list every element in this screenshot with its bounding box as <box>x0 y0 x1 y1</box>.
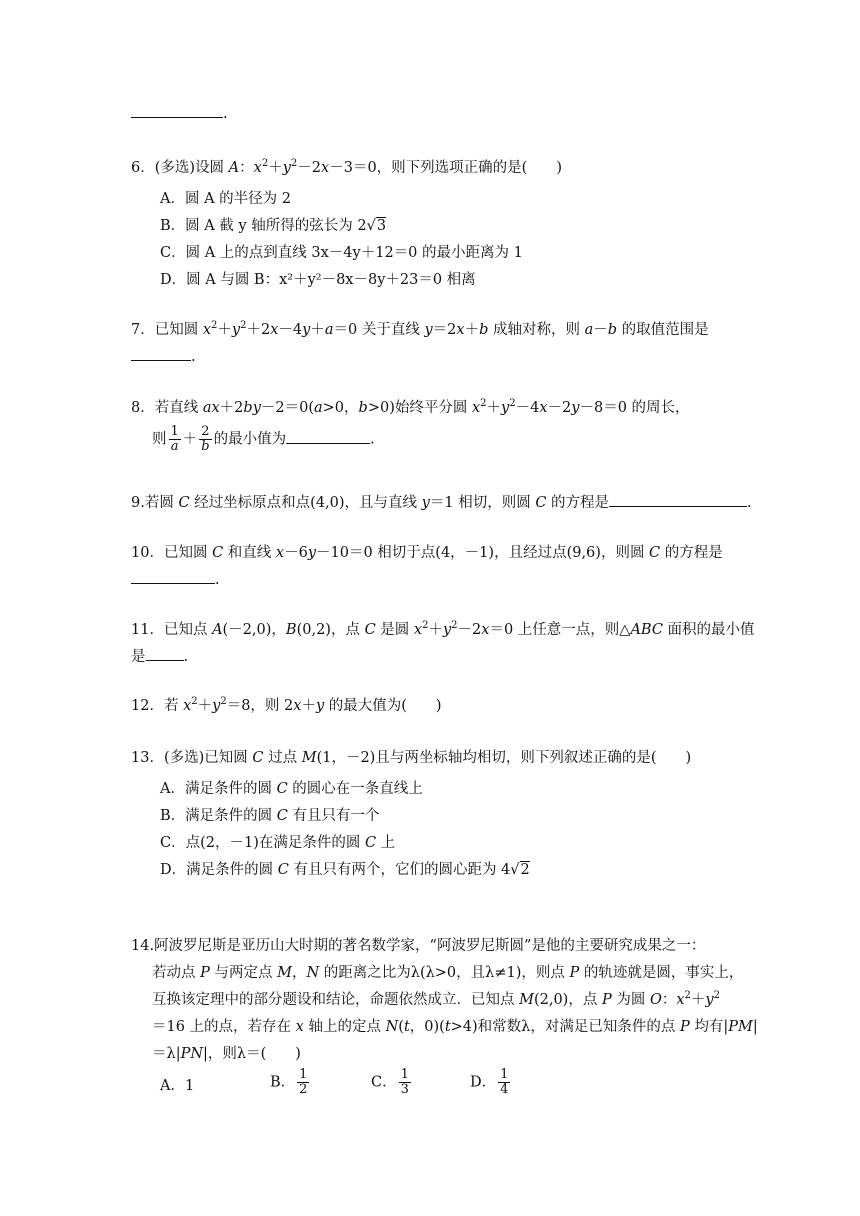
question-11-answer: 是 . <box>131 649 189 665</box>
fraction-2-over-b: $\frac{2}{b}$ <box>201 424 210 454</box>
answer-blank-top: . <box>131 104 228 124</box>
q13-option-c: C．点(2，－1)在满足条件的圆 C 上 <box>160 835 396 851</box>
fraction-1-over-a: $\frac{1}{a}$ <box>170 424 179 454</box>
question-14-line4: ＝16 上的点，若存在 x 轴上的定点 N(t，0)(t>4)和常数λ，对满足已知条件的点 P 均有|PM| <box>152 1019 758 1035</box>
question-7-answer: . <box>131 347 196 367</box>
q6-option-a: A．圆 A 的半径为 2 <box>160 191 291 207</box>
question-8-line2: 则 $\frac{1}{a}$ ＋ $\frac{2}{b}$ 的最小值为 . <box>152 424 375 454</box>
question-11: 11．已知点 A(－2,0)，B(0,2)，点 C 是圆 $x^2+y^2-2x=0$ 上任意一点，则△ABC 面积的最小值 <box>131 620 755 638</box>
q14-option-c: C． $\frac{1}{3}$ <box>371 1067 409 1097</box>
question-7: 7．已知圆 $x^2+y^2+2x-4y+a=0$ 关于直线 y＝2x＋b 成轴对称，则 a－b 的取值范围是 <box>131 320 709 338</box>
multi-select-tag: (多选) <box>154 160 196 176</box>
q13-option-a: A．满足条件的圆 C 的圆心在一条直线上 <box>160 781 423 797</box>
question-14-line2: 若动点 P 与两定点 M，N 的距离之比为λ(λ>0，且λ≠1)，则点 P 的轨迹就是圆，事实上， <box>152 965 744 981</box>
q6-option-c: C．圆 A 上的点到直线 3x－4y＋12＝0 的最小距离为 1 <box>160 245 523 261</box>
question-9: 9.若圆 C 经过坐标原点和点(4,0)，且与直线 y＝1 相切，则圆 C 的方程是 . <box>131 495 752 511</box>
question-14: 14.阿波罗尼斯是亚历山大时期的著名数学家，“阿波罗尼斯圆”是他的主要研究成果之一： <box>131 938 706 954</box>
q6-option-b: B．圆 A 截 y 轴所得的弦长为 2√3 <box>160 218 387 234</box>
question-6: 6．(多选)设圆 A：$x^2+y^2-2x-3=0$，则下列选项正确的是( ) <box>131 158 562 176</box>
question-8: 8．若直线 ax＋2by－2＝0(a>0，b>0)始终平分圆 $x^2+y^2-4x-2y-8=0$ 的周长， <box>131 398 690 416</box>
question-13: 13．(多选)已知圆 C 过点 M(1，－2)且与两坐标轴均相切，则下列叙述正确的是( ) <box>131 750 692 766</box>
q14-option-a: A．1 <box>160 1078 195 1094</box>
q6-option-d: D．圆 A 与圆 B：x²＋y²－8x－8y＋23＝0 相离 <box>160 272 476 288</box>
question-14-line3: 互换该定理中的部分题设和结论，命题依然成立．已知点 M(2,0)，点 P 为圆 O：$x^2+y^2$ <box>152 990 720 1008</box>
q14-option-d: D． $\frac{1}{4}$ <box>470 1067 509 1097</box>
question-10: 10．已知圆 C 和直线 x－6y－10＝0 相切于点(4，－1)，且经过点(9,6)，则圆 C 的方程是 <box>131 545 723 561</box>
question-14-line5: ＝λ|PN|，则λ＝( ) <box>152 1046 301 1062</box>
q13-option-d: D．满足条件的圆 C 有且只有两个，它们的圆心距为 4√2 <box>160 862 530 878</box>
question-10-answer: . <box>131 570 220 590</box>
q13-option-b: B．满足条件的圆 C 有且只有一个 <box>160 808 380 824</box>
q14-option-b: B． $\frac{1}{2}$ <box>270 1067 308 1097</box>
question-12: 12．若 $x^2+y^2=8$，则 2x＋y 的最大值为( ) <box>131 696 442 714</box>
